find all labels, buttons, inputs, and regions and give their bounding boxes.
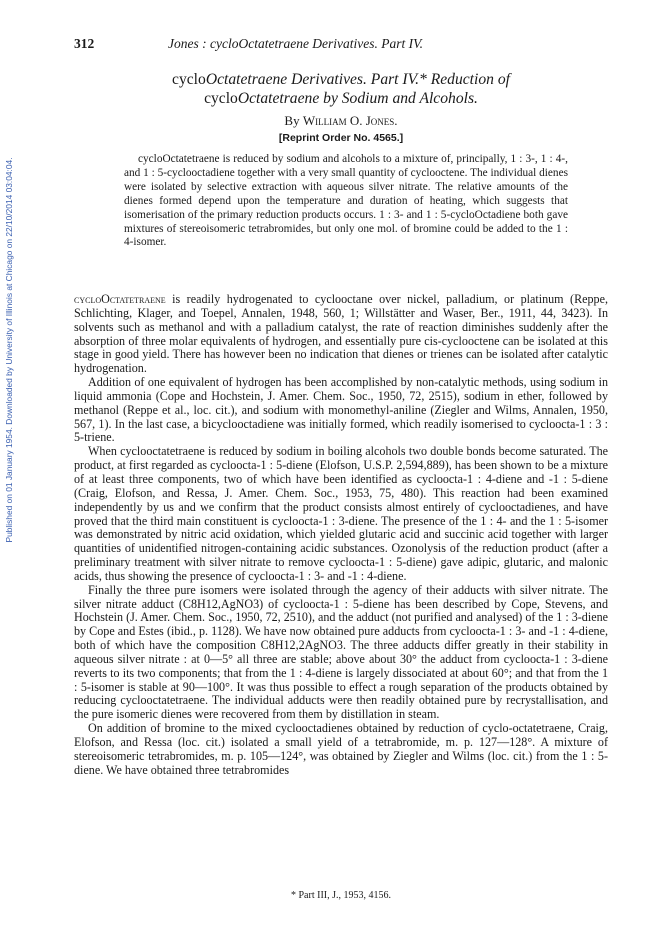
title-line-1-prefix: cyclo [172, 71, 206, 88]
reprint-order: [Reprint Order No. 4565.] [278, 132, 404, 144]
download-provenance-text: Published on 01 January 1954. Downloaded by University of Illinois at Chicago on 22/10/2014 03:04:04. [4, 157, 14, 543]
title-line-2-italic: Octatetraene by Sodium and Alcohols. [237, 90, 478, 107]
article-title [74, 70, 608, 108]
page-number: 312 [74, 36, 95, 51]
download-provenance-note [2, 130, 16, 570]
body-paragraph-1 [74, 293, 608, 376]
abstract: cycloOctatetraene is reduced by sodium and alcohols to a mixture of, principally, 1 : 3-, 1 : 4-, and 1 : 5-cyclooctadiene together with a very small quantity of cyclooctene. The individual dienes were isolated by selective extraction with aqueous silver nitrate. The relative amounts of the dienes formed depend upon the temperature and duration of heating, which suggests that isomerisation of the primary reduction products occurs. 1 : 3- and 1 : 5-cycloOctadiene both gave mixtures of stereoisomeric tetrabromides, but only one mol. of bromine could be added to the 1 : 4-isomer. [124, 153, 568, 249]
running-title: Jones : cycloOctatetraene Derivatives. Part IV. [168, 36, 424, 51]
author-name: William O. Jones. [302, 113, 398, 128]
article-body [74, 293, 608, 778]
title-line-2 [74, 89, 608, 108]
running-header [74, 36, 608, 54]
body-paragraph-3: When cyclooctatetraene is reduced by sodium in boiling alcohols two double bonds become saturated. The product, at first regarded as cycloocta-1 : 5-diene (Elofson, U.S.P. 2,594,889), has been shown to be a mixture of at least three components, two of which have been identified as cycloocta-1 : 4-diene and -1 : 5-diene (Craig, Elofson, and Ressa, J. Amer. Chem. Soc., 1953, 75, 480). This reaction had been examined independently by us and we confirm that the product consists almost entirely of cyclooctadienes, and have proved that the third main constituent is cycloocta-1 : 3-diene. The presence of the 1 : 4- and the 1 : 5-isomer was demonstrated by nitric acid oxidation, which yielded glutaric acid and succinic acid together with larger quantities of unidentified nitrogen-containing acidic substances. Ozonolysis of the reduction product (after a preliminary treatment with silver nitrate to remove cycloocta-1 : 5-diene) gave adipic, glutaric, and malonic acids, thus showing the presence of cycloocta-1 : 3- and -1 : 4-diene. [74, 444, 608, 583]
body-paragraph-1-lead: cycloOctatetraene [74, 292, 166, 306]
author-by: By [284, 113, 300, 128]
title-line-2-prefix: cyclo [204, 90, 238, 107]
body-paragraph-4: Finally the three pure isomers were isolated through the agency of their adducts with silver nitrate. The silver nitrate adduct (C8H12,AgNO3) of cycloocta-1 : 5-diene has been described by Cope, Stevens, and Hochstein (J. Amer. Chem. Soc., 1950, 72, 2510), and the adduct (not purified and analysed) of the 1 : 3-diene by Cope and Estes (ibid., p. 1128). We have now obtained pure adducts from cycloocta-1 : 3- and -1 : 4-diene, both of which have the composition C8H12,2AgNO3. The three adducts differ greatly in their stability in aqueous silver nitrate : at 0—5° all three are stable; above about 30° the adduct from cycloocta-1 : 3-diene reverts to its two components; that from the 1 : 4-diene is largely dissociated at about 60°; and that from the 1 : 5-isomer is stable at 90—100°. It was thus possible to effect a rough separation of the products obtained by reducing cyclooctatetraene. The individual adducts were then readily obtained pure by recrystallisation, and the pure isomeric dienes were recovered from them by distillation in steam. [74, 582, 608, 722]
title-line-1 [74, 70, 608, 89]
footnote: * Part III, J., 1953, 4156. [291, 890, 391, 901]
body-paragraph-5: On addition of bromine to the mixed cyclooctadienes obtained by reduction of cyclo-octatetraene, Craig, Elofson, and Ressa (loc. cit.) isolated a small yield of a tetrabromide, m. p. 127—128°. A mixture of stereoisomeric tetrabromides, m. p. 105—124°, was obtained by Ziegler and Wilms (loc. cit.) from the 1 : 5-diene. We have obtained three tetrabromides [74, 721, 608, 777]
body-paragraph-2: Addition of one equivalent of hydrogen has been accomplished by non-catalytic methods, using sodium in liquid ammonia (Cope and Hochstein, J. Amer. Chem. Soc., 1950, 72, 2515), sodium in ether, followed by methanol (Reppe et al., loc. cit.), and sodium with monomethyl-aniline (Ziegler and Wilms, Annalen, 1950, 567, 1). In the last case, a bicyclooctadiene was initially formed, which readily isomerised to cycloocta-1 : 3 : 5-triene. [74, 375, 608, 445]
body-paragraph-1-text: is readily hydrogenated to cyclooctane over nickel, palladium, or platinum (Reppe, Schlichting, Klager, and Toepel, Annalen, 1948, 560, 1; Willstätter and Waser, Ber., 1911, 44, 3423). In solvents such as methanol and with a palladium catalyst, the rate of reaction diminishes suddenly after the absorption of three molar equivalents of hydrogen, and essentially pure cis-cyclooctene can be isolated at this stage in good yield. There has however been no indication that dienes or trienes can be isolated after catalytic hydrogenation. [74, 292, 608, 376]
author-line [74, 113, 608, 129]
title-line-1-italic: Octatetraene Derivatives. Part IV.* Reduction of [205, 71, 510, 88]
